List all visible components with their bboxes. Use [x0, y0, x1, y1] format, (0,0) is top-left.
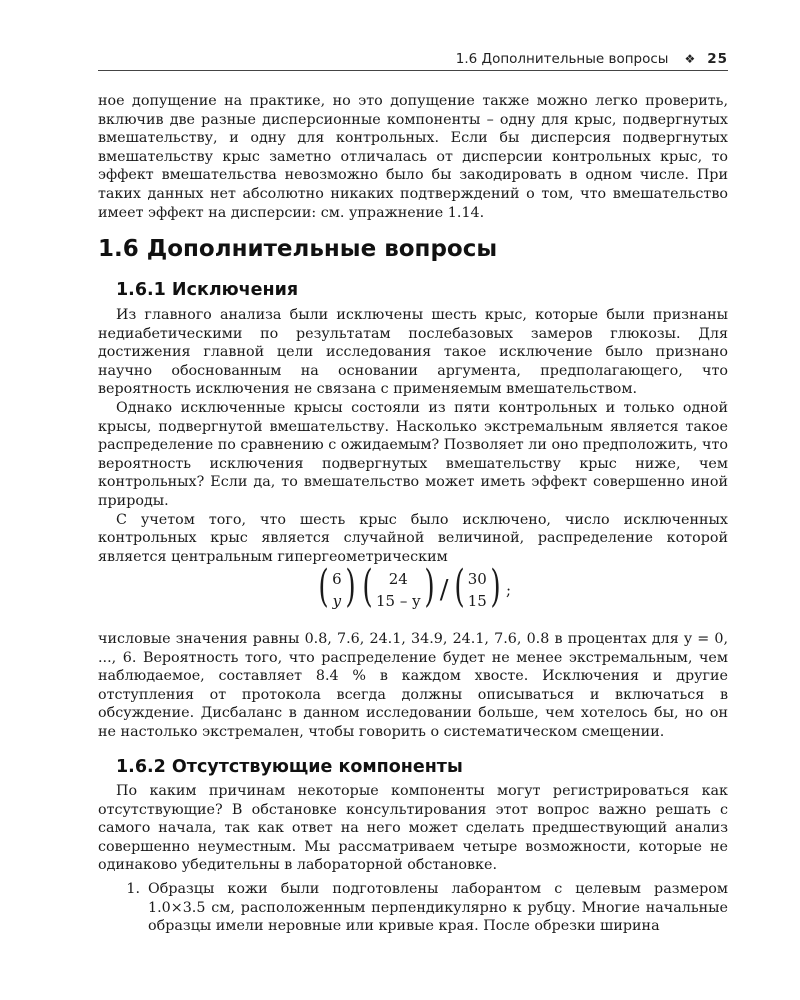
binomial-3-bottom: 15: [467, 592, 487, 610]
exclusions-block-continued: [98, 630, 728, 742]
list-item: [98, 880, 728, 936]
formula-division: /: [439, 575, 449, 605]
binomial-1: ( 6 y ): [318, 561, 356, 612]
hypergeometric-formula: [98, 561, 728, 615]
section-heading: 1.6 Дополнительные вопросы: [98, 236, 498, 262]
intro-paragraph: ное допущение на практике, но это допущение также можно легко проверить, включив две разные дисперсионные компоненты – одну для крыс, подвергнутых вмешательству, и одну для контрольных. Если бы дисперсия подвергнутых вмешательству крыс заметно отличалась от дисперсии контрольных крыс, то эффект вмешательства невозможно было бы закодировать в одном числе. При таких данных нет абсолютно никаких подтверждений о том, что вмешательство имеет эффект на дисперсии: см. упражнение 1.14.: [98, 93, 728, 221]
page-number: 25: [707, 51, 728, 67]
formula-end: ;: [505, 581, 512, 599]
missing-paragraph-1: По каким причинам некоторые компоненты могут регистрироваться как отсутствующие? В обстановке консультирования этот вопрос важно решать с самого начала, так как ответ на него может сделать предшествующий анализ совершенно неуместным. Мы рассматриваем четыре возможности, которые не одинаково убедительны в лабораторной обстановке.: [98, 783, 728, 874]
binomial-2: ( 24 15 – y ): [362, 561, 435, 612]
binomial-3-top: 30: [467, 570, 487, 588]
subsection-heading-exclusions: 1.6.1 Исключения: [116, 280, 299, 300]
exclusions-paragraph-3: С учетом того, что шесть крыс было исключено, число исключенных контрольных крыс является случайной величиной, распределение которой является центральным гипергеометрическим: [98, 511, 728, 565]
binomial-3: ( 30 15 ): [453, 561, 501, 612]
exclusions-paragraph-2: Однако исключенные крысы состояли из пяти контрольных и только одной крысы, подвергнутой вмешательству. Насколько экстремальным является такое распределение по сравнению с ожидаемым? Позволяет ли оно предположить, что вероятность исключения подвергнутых вмешательству крыс ниже, чем контрольных? Если да, то вмешательство может иметь эффект совершенно иной природы.: [98, 399, 728, 509]
intro-block: [98, 92, 728, 222]
exclusions-paragraph-4: числовые значения равны 0.8, 7.6, 24.1, 34.9, 24.1, 7.6, 0.8 в процентах для y = 0, ..., 6. Вероятность того, что распределение будет не менее экстремальным, чем наблюдаемое, составляет 8.4 % в каждом хвосте. Исключения и другие отступления от протокола всегда должны описываться и включаться в обсуждение. Дисбаланс в данном исследовании больше, чем хотелось бы, но он не настолько экстремален, чтобы говорить о систематическом смещении.: [98, 631, 728, 740]
binomial-2-top: 24: [388, 570, 408, 588]
list-item-text: Образцы кожи были подготовлены лаборантом с целевым размером 1.0×3.5 см, расположенным перпендикулярно к рубцу. Многие начальные образцы имели неровные или кривые края. После обрезки ширина: [148, 881, 728, 935]
subsection-heading-missing: 1.6.2 Отсутствующие компоненты: [116, 757, 463, 777]
binomial-2-bottom: 15 – y: [376, 592, 421, 610]
exclusions-paragraph-1: Из главного анализа были исключены шесть крыс, которые были признаны недиабетическими по результатам послебазовых замеров глюкозы. Для достижения главной цели исследования такое исключение было признано научно обоснованным на основании аргумента, предполагающего, что вероятность исключения не связана с применяемым вмешательством.: [98, 307, 728, 398]
binomial-1-top: 6: [332, 570, 342, 588]
exclusions-block: [98, 306, 728, 566]
list-item-number: 1.: [126, 881, 140, 897]
missing-block: [98, 782, 728, 875]
running-header: [98, 48, 728, 70]
running-header-title: 1.6 Дополнительные вопросы: [455, 51, 669, 67]
header-rule: [98, 70, 728, 71]
binomial-1-bottom: y: [332, 592, 342, 610]
possibilities-list: [98, 880, 728, 936]
ornament-icon: ❖: [684, 52, 696, 66]
